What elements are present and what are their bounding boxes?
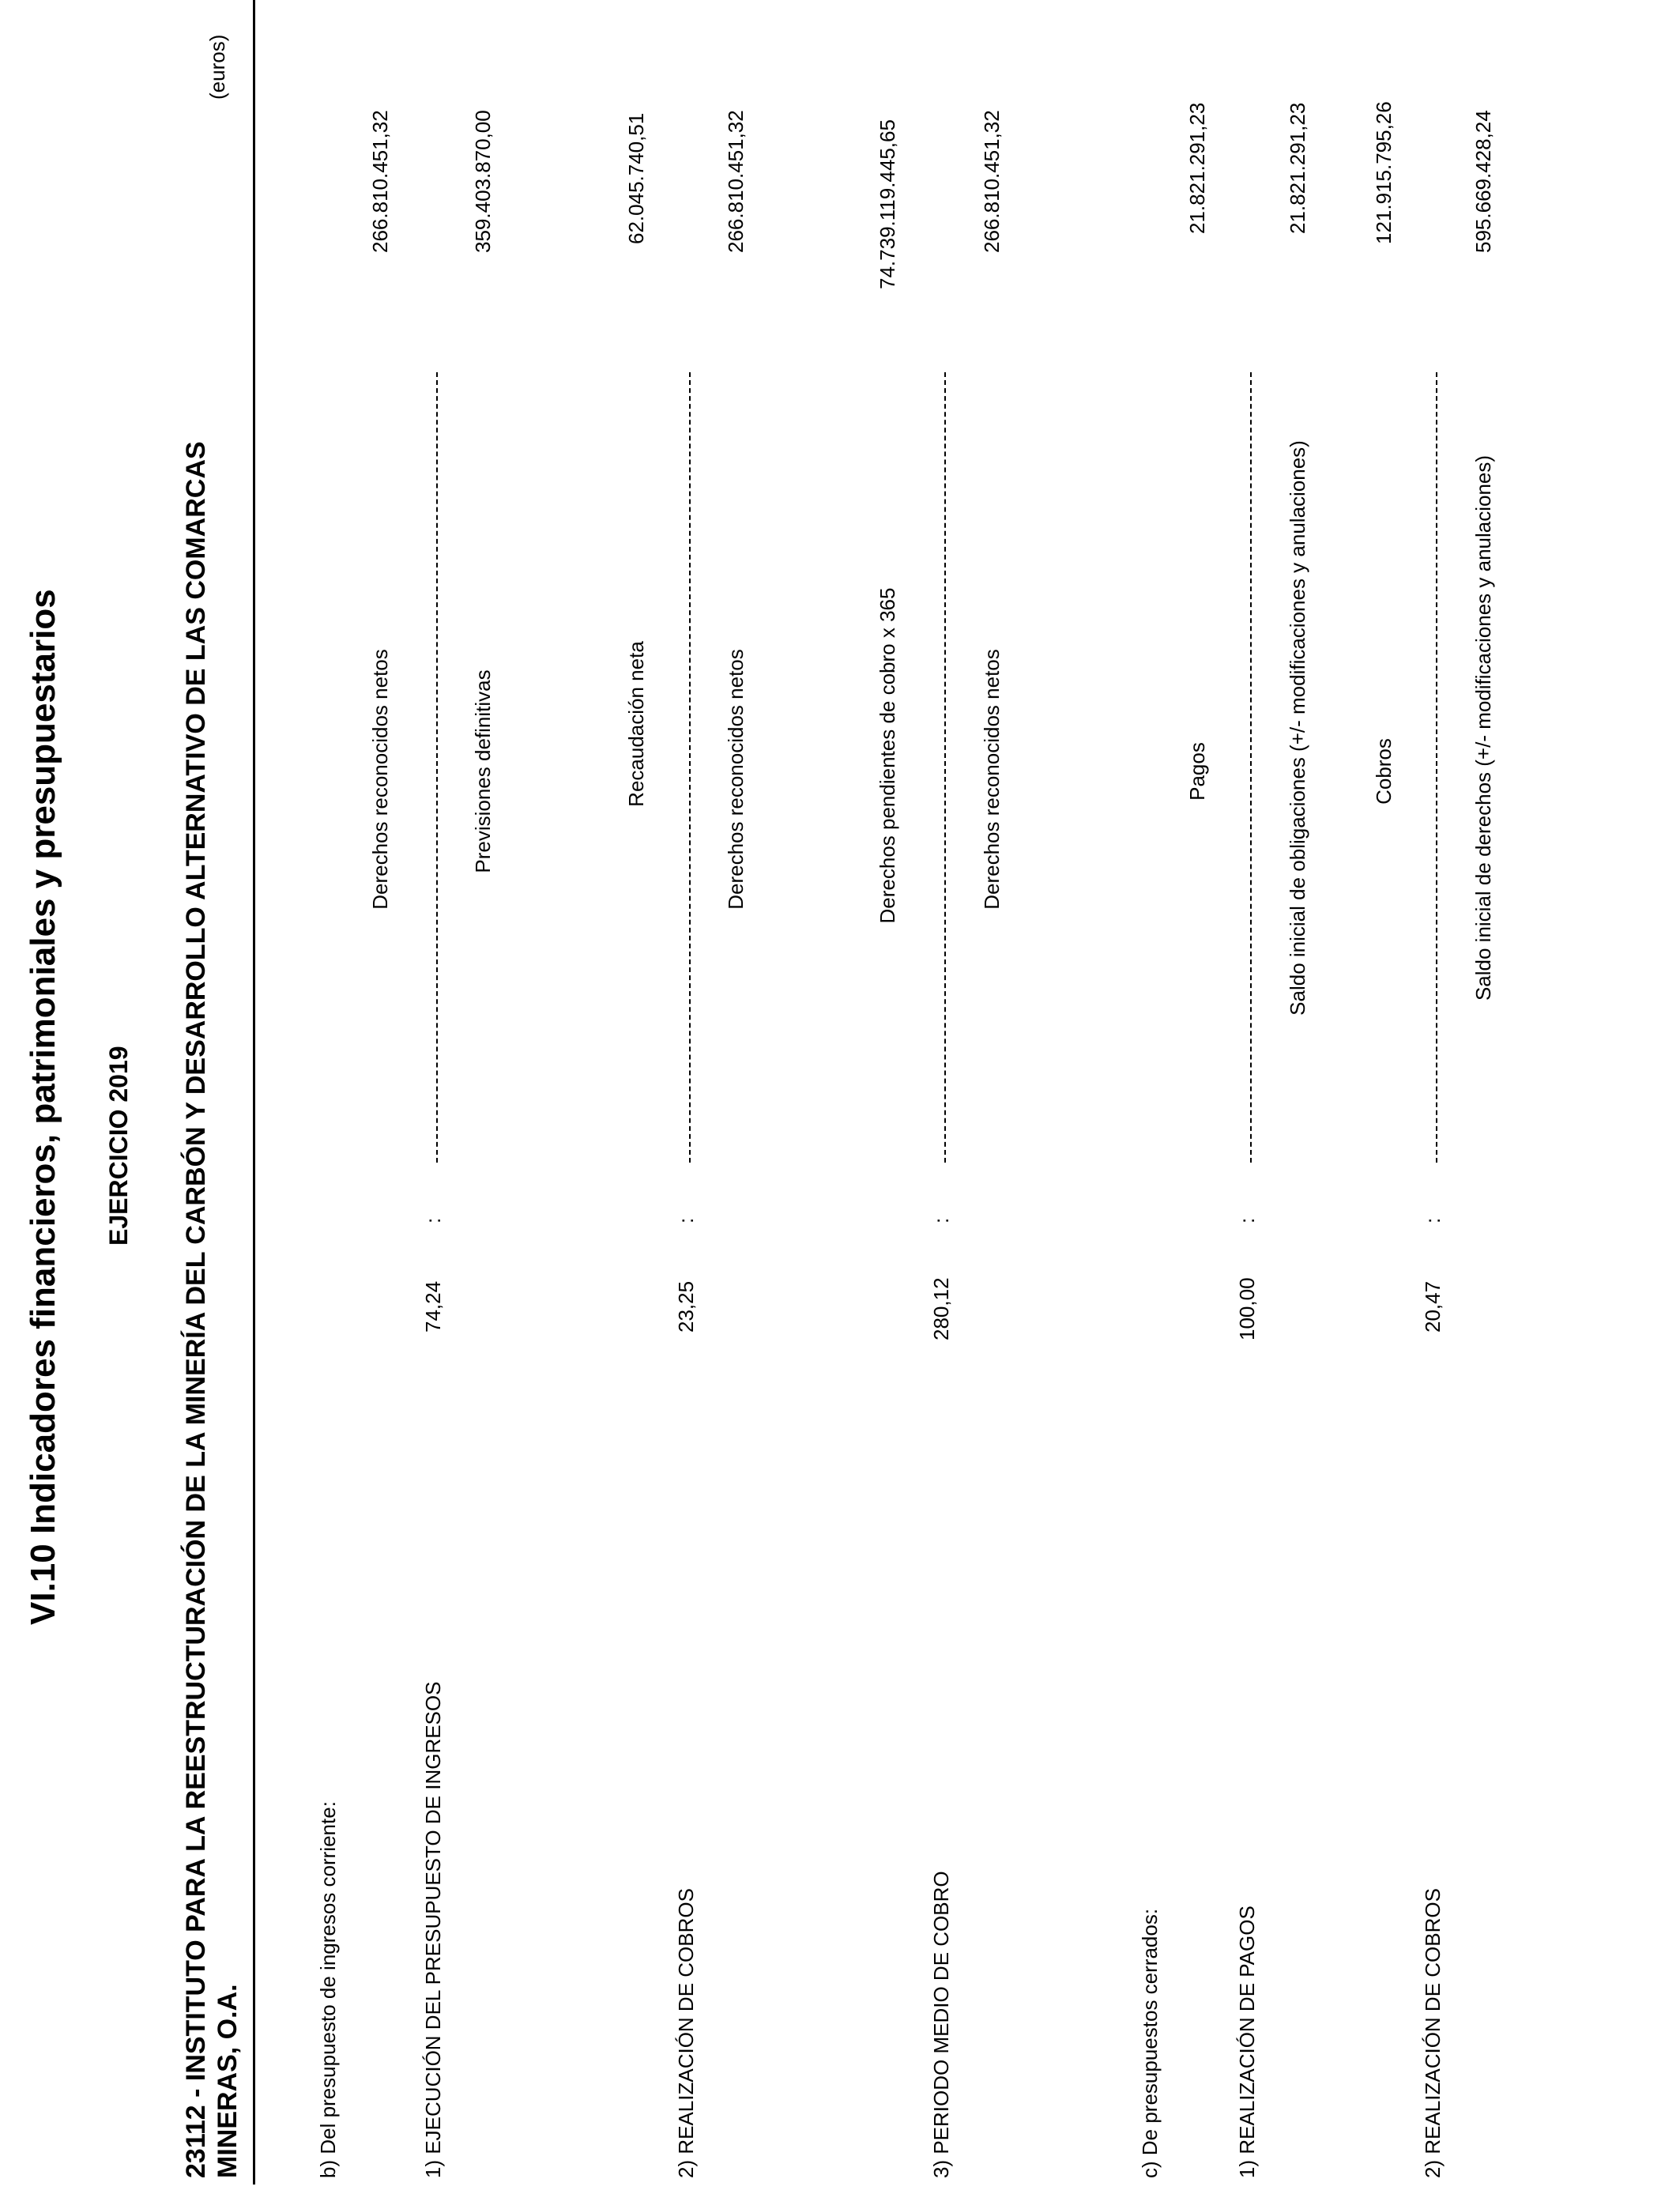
numerator-label: Pagos — [1185, 742, 1209, 801]
numerator-label: Derechos pendientes de cobro x 365 — [876, 587, 899, 924]
denominator-label: Previsiones definitivas — [471, 669, 495, 873]
numerator-value: 266.810.451,32 — [368, 110, 392, 253]
denominator-label: Derechos reconocidos netos — [724, 649, 748, 910]
exercise-year: EJERCICIO 2019 — [104, 1046, 133, 1246]
fraction-line — [1250, 372, 1252, 1163]
fraction-line — [689, 372, 691, 1163]
section-c-title: c) De presupuestos cerrados: — [1138, 1908, 1162, 2178]
numerator-value: 21.821.291,23 — [1185, 102, 1209, 234]
numerator-label: Cobros — [1372, 738, 1396, 805]
indicator-separator: : — [1421, 1217, 1445, 1223]
denominator-value: 595.669.428,24 — [1471, 110, 1495, 253]
numerator-label: Recaudación neta — [624, 641, 648, 807]
entity-name-line-2: MINERAS, O.A. — [213, 1984, 243, 2178]
numerator-value: 121.915.795,26 — [1372, 101, 1396, 244]
fraction-line — [944, 372, 946, 1163]
denominator-label: Derechos reconocidos netos — [980, 649, 1004, 910]
indicator-value: 100,00 — [1235, 1277, 1259, 1340]
denominator-value: 266.810.451,32 — [724, 110, 748, 253]
numerator-value: 74.739.119.445,65 — [876, 119, 899, 289]
indicator-separator: : — [1235, 1217, 1259, 1223]
indicator-label: 1) REALIZACIÓN DE PAGOS — [1235, 1906, 1259, 2178]
denominator-value: 359.403.870,00 — [471, 110, 495, 253]
indicator-label: 1) EJECUCIÓN DEL PRESUPUESTO DE INGRESOS — [421, 1681, 445, 2178]
denominator-value: 266.810.451,32 — [980, 110, 1004, 253]
indicator-label: 2) REALIZACIÓN DE COBROS — [674, 1888, 698, 2178]
indicator-value: 74,24 — [421, 1280, 445, 1333]
fraction-line — [1436, 372, 1437, 1163]
numerator-label: Derechos reconocidos netos — [368, 649, 392, 910]
indicator-value: 20,47 — [1421, 1280, 1445, 1333]
denominator-label: Saldo inicial de obligaciones (+/- modificaciones y anulaciones) — [1286, 440, 1309, 1016]
indicator-separator: : — [929, 1217, 953, 1223]
indicator-label: 2) REALIZACIÓN DE COBROS — [1421, 1888, 1445, 2178]
indicator-separator: : — [421, 1217, 445, 1223]
indicator-label: 3) PERIODO MEDIO DE COBRO — [929, 1871, 953, 2178]
header-divider — [253, 0, 255, 2185]
fraction-line — [436, 372, 438, 1163]
indicator-separator: : — [674, 1217, 698, 1223]
currency-unit: (euros) — [205, 34, 229, 100]
section-b-title: b) Del presupuesto de ingresos corriente: — [316, 1801, 340, 2178]
indicator-value: 280,12 — [929, 1277, 953, 1340]
indicator-value: 23,25 — [674, 1280, 698, 1333]
denominator-label: Saldo inicial de derechos (+/- modificaciones y anulaciones) — [1471, 454, 1495, 1001]
numerator-value: 62.045.740,51 — [624, 112, 648, 244]
page-title: VI.10 Indicadores financieros, patrimoniales y presupuestarios — [24, 589, 62, 1625]
entity-name-line-1: 23112 - INSTITUTO PARA LA REESTRUCTURACIÓN DE LA MINERÍA DEL CARBÓN Y DESARROLLO ALTERNATIVO DE LAS COMARCAS — [181, 441, 211, 2178]
denominator-value: 21.821.291,23 — [1286, 102, 1309, 234]
